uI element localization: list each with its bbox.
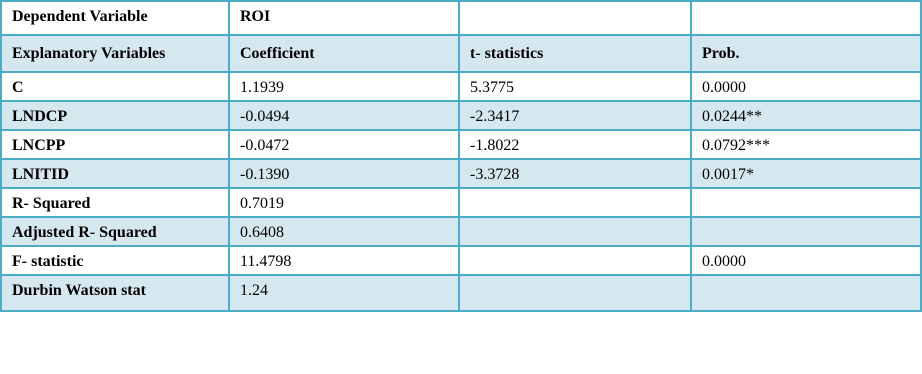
table-row: [1, 159, 921, 188]
variable-name-cell: LNDCP: [1, 101, 229, 130]
empty-cell: [459, 188, 691, 217]
variable-name-cell: LNCPP: [1, 130, 229, 159]
coefficient-cell: 1.1939: [229, 72, 459, 101]
empty-cell: [691, 275, 921, 311]
t-statistic-cell: -3.3728: [459, 159, 691, 188]
statistic-name-cell: F- statistic: [1, 246, 229, 275]
table-row: [1, 72, 921, 101]
coefficient-cell: -0.1390: [229, 159, 459, 188]
empty-cell: [459, 217, 691, 246]
statistic-name-cell: Adjusted R- Squared: [1, 217, 229, 246]
statistic-value-cell: 0.6408: [229, 217, 459, 246]
empty-cell: [459, 1, 691, 35]
dependent-variable-value: ROI: [229, 1, 459, 35]
table-row: [1, 188, 921, 217]
statistic-name-cell: Durbin Watson stat: [1, 275, 229, 311]
prob-cell: 0.0244**: [691, 101, 921, 130]
prob-cell: 0.0000: [691, 72, 921, 101]
empty-cell: [459, 246, 691, 275]
variable-name-cell: LNITID: [1, 159, 229, 188]
table-row: [1, 217, 921, 246]
t-statistic-cell: 5.3775: [459, 72, 691, 101]
empty-cell: [459, 275, 691, 311]
table-header-row: [1, 35, 921, 72]
t-statistic-cell: -1.8022: [459, 130, 691, 159]
column-header-t-statistics: t- statistics: [459, 35, 691, 72]
variable-name-cell: C: [1, 72, 229, 101]
statistic-value-cell: 0.7019: [229, 188, 459, 217]
coefficient-cell: -0.0472: [229, 130, 459, 159]
table-row: [1, 101, 921, 130]
table-row-dependent-variable: [1, 1, 921, 35]
prob-cell: 0.0792***: [691, 130, 921, 159]
table-row: [1, 130, 921, 159]
row-label-cell: Dependent Variable: [1, 1, 229, 35]
table-row: [1, 246, 921, 275]
table-row: [1, 275, 921, 311]
prob-cell: 0.0000: [691, 246, 921, 275]
column-header-explanatory-variables: Explanatory Variables: [1, 35, 229, 72]
statistic-value-cell: 1.24: [229, 275, 459, 311]
empty-cell: [691, 1, 921, 35]
statistic-value-cell: 11.4798: [229, 246, 459, 275]
empty-cell: [691, 188, 921, 217]
column-header-coefficient: Coefficient: [229, 35, 459, 72]
empty-cell: [691, 217, 921, 246]
prob-cell: 0.0017*: [691, 159, 921, 188]
t-statistic-cell: -2.3417: [459, 101, 691, 130]
statistic-name-cell: R- Squared: [1, 188, 229, 217]
coefficient-cell: -0.0494: [229, 101, 459, 130]
column-header-prob: Prob.: [691, 35, 921, 72]
